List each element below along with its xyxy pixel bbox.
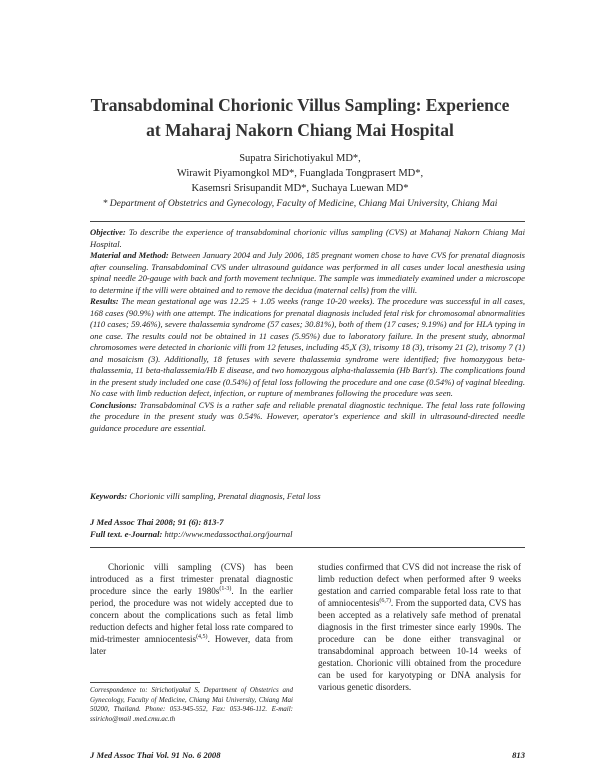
body-column-right <box>318 561 521 694</box>
objective-label: Objective: <box>90 227 126 237</box>
journal-citation <box>90 516 525 528</box>
methods-label: Material and Method: <box>90 250 169 260</box>
journal-url-link[interactable]: http://www.medassocthai.org/journal <box>164 529 293 539</box>
affiliation: * Department of Obstetrics and Gynecology, Faculty of Medicine, Chiang Mai University, Chiang Mai <box>102 198 498 209</box>
body-right-text-b: . From the supported data, CVS has been accepted as a relatively safe method of prenatal diagnosis in the first trimester since early 1990s. The procedure can be done either transvaginal or transabdominal approach between 10-14 weeks of gestation. Chorionic villi obtained from the procedure can be used for karyotyping or DNA analysis for various genetic disorders. <box>318 598 522 693</box>
reference-superscript: (1-3) <box>219 586 232 593</box>
reference-superscript: (6,7) <box>379 598 391 605</box>
body-left-text-c: . However, data from later <box>90 634 294 657</box>
article-title <box>60 93 540 143</box>
author-line-3: Kasemsri Srisupandit MD*, Suchaya Luewan MD* <box>191 183 409 194</box>
author-line-1: Supatra Sirichotiyakul MD*, <box>239 153 361 164</box>
journal-citation-text: J Med Assoc Thai 2008; 91 (6): 813-7 <box>90 517 224 527</box>
abstract-results <box>90 296 525 400</box>
correspondence-footnote: Correspondence to: Sirichotiyakul S, Department of Obstetrics and Gynecology, Faculty of Medicine, Chiang Mai University, Chiang Mai 50200, Thailand. Phone: 053-945-552, Fax: 053-946-112. E-mail: ssiricho@mail .med.cmu.ac.th <box>90 686 293 723</box>
fulltext-line <box>90 528 525 540</box>
title-line-1: Transabdominal Chorionic Villus Sampling: Experience <box>90 95 510 115</box>
title-line-2: at Maharaj Nakorn Chiang Mai Hospital <box>146 120 454 140</box>
conclusions-label: Conclusions: <box>90 399 137 410</box>
running-footer: J Med Assoc Thai Vol. 91 No. 6 2008 <box>90 750 221 760</box>
keywords <box>90 491 525 501</box>
abstract <box>90 227 525 434</box>
fulltext-label: Full text. e-Journal: <box>90 529 163 539</box>
results-label: Results: <box>90 296 119 306</box>
keywords-text: Chorionic villi sampling, Prenatal diagnosis, Fetal loss <box>129 491 321 501</box>
body-left-text-b: . In the earlier period, the procedure was not widely accepted due to concern about the complications such as fetal limb reduction defects and higher fetal loss rate compared to mid-trimester amniocentesis <box>90 586 293 645</box>
abstract-conclusions <box>90 400 525 435</box>
conclusions-text: Transabdominal CVS is a rather safe and reliable prenatal diagnostic technique. The fetal loss rate following the procedure in the present study was 0.54%. However, operator's experience and skill in ultrasound-directed needle guidance procedure are essential. <box>90 399 525 433</box>
top-divider <box>90 221 525 222</box>
abstract-objective <box>90 227 525 250</box>
body-column-left <box>90 561 293 657</box>
footnote-divider <box>90 682 200 683</box>
objective-text: To describe the experience of transabdominal chorionic villus sampling (CVS) at Mahanaj Nakorn Chiang Mai Hospital. <box>90 227 525 249</box>
methods-text: Between January 2004 and July 2006, 185 pregnant women chose to have CVS for prenatal diagnosis after counseling. Transabdominal CVS under ultrasound guidance was performed in all cases under local anesthesia using spinal needle 20-gauge with back and forth movement technique. The sample was immediately examined under a microscope to determine if the villi were obtained and to remove the decidua (maternal cells) from the villi. <box>90 250 526 295</box>
citation <box>90 516 525 540</box>
page-number: 813 <box>512 750 525 760</box>
body-left-text-a: Chorionic villi sampling (CVS) has been introduced as a first trimester prenatal diagnostic procedure since the early 1980s <box>90 562 293 597</box>
author-list <box>100 151 500 196</box>
body-right-text-a: studies confirmed that CVS did not increase the risk of limb reduction defect when performed after 9 weeks gestation and carried comparable fetal loss rate to that of amniocentesis <box>318 562 521 609</box>
abstract-methods <box>90 250 525 296</box>
author-line-2: Wirawit Piyamongkol MD*, Fuanglada Tongprasert MD*, <box>176 168 424 179</box>
abstract-bottom-divider <box>90 547 525 548</box>
keywords-label: Keywords: <box>90 491 128 501</box>
reference-superscript: (4,5) <box>196 634 208 641</box>
results-text: The mean gestational age was 12.25 + 1.05 weeks (range 10-20 weeks). The procedure was successful in all cases, 168 cases (90.9%) with one attempt. The indications for prenatal diagnosis included fetal risk for chromosomal abnormalities (110 cases; 59.46%), severe thalassemia syndrome (57 cases; 30.81%), both of them (17 cases; 9.19%) and for HLA typing in one case. The results could not be obtained in 11 cases (5.95%) due to laboratory failure. In the present study, abnormal chromosomes were detected in chorionic villi from 12 fetuses, including 45,X (3), trisomy 18 (3), trisomy 21 (2), trisomy 7 (1) and mosaicism (3). Additionally, 18 fetuses with severe thalassemia syndrome were identified; five homozygous beta-thalassemia, 11 beta-thalassemia/Hb E disease, and two homozygous alpha-thalassemia (Hb Bart's). The complications found in the present study included one case (0.54%) of fetal loss following the procedure and one case (0.54%) of vaginal bleeding. No case with limb reduction defect, infection, or rupture of membranes following the procedure was seen. <box>90 296 525 398</box>
